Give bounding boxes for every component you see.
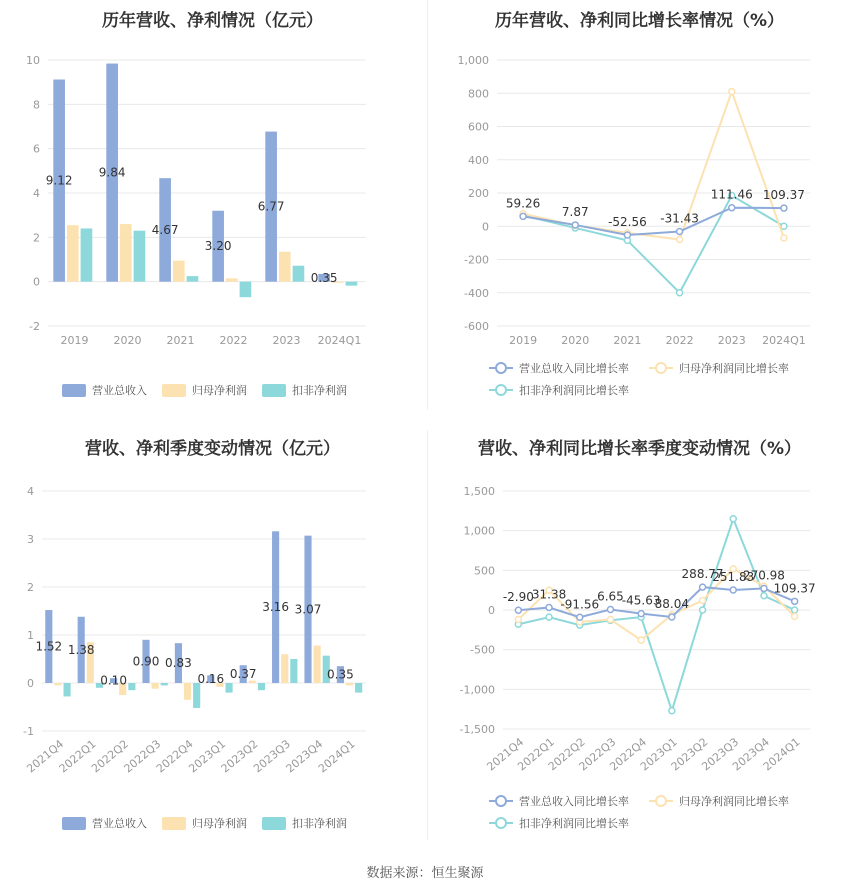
data-point <box>792 598 798 604</box>
legend-swatch <box>62 384 86 397</box>
x-tick-label: 2022Q3 <box>576 735 619 774</box>
bar <box>258 683 265 690</box>
bar <box>314 646 321 683</box>
y-tick-label: 4 <box>27 485 34 498</box>
data-point <box>515 607 521 613</box>
y-tick-label: -200 <box>464 253 489 267</box>
bar <box>355 683 362 693</box>
data-point <box>577 614 583 620</box>
data-point <box>624 232 630 238</box>
x-tick-label: 2019 <box>60 334 89 347</box>
x-tick-label: 2023 <box>717 334 746 347</box>
y-tick-label: 200 <box>468 187 489 200</box>
data-point <box>677 237 683 243</box>
data-point <box>638 611 644 617</box>
data-label: 0.10 <box>100 673 127 688</box>
y-tick-label: 0 <box>488 604 495 617</box>
data-point <box>729 205 735 211</box>
data-label: 0.90 <box>132 654 160 669</box>
y-tick-label: 6 <box>33 142 40 156</box>
panel-quarterly-growth <box>427 428 850 858</box>
legend-label: 扣非净利润同比增长率 <box>519 817 629 830</box>
legend-label: 扣非净利润 <box>292 384 347 397</box>
x-tick-label: 2022Q1 <box>515 735 557 774</box>
y-tick-label: -400 <box>464 286 489 300</box>
data-label: 0.16 <box>197 672 225 687</box>
y-tick-label: -1,500 <box>459 723 495 736</box>
data-label: 31.38 <box>531 587 567 602</box>
x-tick-label: 2023Q2 <box>218 737 261 776</box>
legend-swatch <box>262 817 286 830</box>
y-tick-label: 600 <box>468 120 489 134</box>
bar <box>281 654 288 683</box>
bar <box>225 683 232 693</box>
x-tick-label: 2023Q4 <box>283 737 326 776</box>
legend-marker <box>656 796 666 806</box>
x-tick-label: 2023Q4 <box>730 735 772 774</box>
panel-annual-growth <box>427 0 850 430</box>
data-point <box>546 605 552 611</box>
y-tick-label: -500 <box>470 643 495 657</box>
bar <box>226 278 238 281</box>
y-tick-label: -1 <box>23 725 34 738</box>
bar <box>187 276 199 282</box>
x-tick-label: 2022Q3 <box>121 737 164 776</box>
x-tick-label: 2023Q3 <box>251 737 293 776</box>
data-point <box>729 89 735 95</box>
x-tick-label: 2021 <box>166 334 195 347</box>
data-label: 0.83 <box>165 656 192 671</box>
x-tick-label: 2019 <box>509 334 538 347</box>
data-point <box>730 587 736 593</box>
y-tick-label: 1,000 <box>457 54 489 67</box>
legend-swatch <box>162 384 186 397</box>
y-tick-label: -2 <box>29 320 40 333</box>
data-point <box>700 584 706 590</box>
x-tick-label: 2022Q2 <box>89 737 131 776</box>
legend-marker <box>496 385 506 395</box>
quarterly-bar-chart <box>0 428 425 848</box>
x-tick-label: 2021Q4 <box>484 735 527 774</box>
x-tick-label: 2023Q1 <box>186 737 229 776</box>
data-label: -91.56 <box>560 597 600 612</box>
data-point <box>638 637 644 643</box>
bar <box>161 683 168 685</box>
data-label: 9.12 <box>45 173 73 188</box>
x-tick-label: 2022Q4 <box>153 737 196 776</box>
y-tick-label: 400 <box>468 153 489 167</box>
bar <box>81 228 93 281</box>
legend-label: 归母净利润同比增长率 <box>679 795 789 808</box>
data-point <box>677 228 683 234</box>
x-tick-label: 2024Q1 <box>762 334 806 347</box>
data-label: 111.46 <box>710 187 753 202</box>
data-label: 7.87 <box>561 204 589 219</box>
data-point <box>781 223 787 229</box>
bar <box>67 225 79 282</box>
y-tick-label: 0 <box>33 275 40 289</box>
legend-marker <box>496 796 506 806</box>
data-label: 4.67 <box>151 222 179 237</box>
chart-title: 营收、净利季度变动情况（亿元） <box>85 439 340 459</box>
annual-bar-chart <box>0 0 425 410</box>
y-tick-label: 1,500 <box>463 485 495 498</box>
data-label: 109.37 <box>773 581 816 596</box>
legend-label: 归母净利润 <box>192 817 247 830</box>
legend-label: 归母净利润 <box>192 384 247 397</box>
panel-annual-revenue-profit <box>0 0 425 430</box>
data-label: 88.04 <box>654 596 690 611</box>
x-tick-label: 2022 <box>665 334 694 347</box>
legend-label: 营业总收入同比增长率 <box>519 362 629 375</box>
data-point <box>781 205 787 211</box>
data-point <box>781 235 787 241</box>
legend-label: 营业总收入同比增长率 <box>519 795 629 808</box>
y-tick-label: 0 <box>27 677 34 690</box>
quarterly-growth-line-chart <box>427 428 850 848</box>
data-label: 3.07 <box>294 602 322 617</box>
y-tick-label: -600 <box>464 320 489 333</box>
legend-label: 扣非净利润同比增长率 <box>519 384 629 397</box>
data-point <box>730 516 736 522</box>
bar <box>63 683 70 696</box>
y-tick-label: 500 <box>474 564 495 578</box>
legend-label: 营业总收入 <box>92 817 147 830</box>
data-point <box>607 617 613 623</box>
data-label: 9.84 <box>98 165 126 180</box>
data-label: 3.16 <box>262 600 289 615</box>
data-label: 1.38 <box>67 642 95 657</box>
legend-marker <box>496 818 506 828</box>
data-point <box>669 614 675 620</box>
legend-swatch <box>62 817 86 830</box>
bar <box>134 231 146 282</box>
data-label: 3.20 <box>204 239 232 254</box>
bar <box>173 261 185 282</box>
data-label: -31.43 <box>660 211 699 226</box>
legend-label: 扣非净利润 <box>292 817 347 830</box>
data-label: 251.83 <box>712 570 755 585</box>
annual-growth-line-chart <box>427 0 850 410</box>
x-tick-label: 2021Q4 <box>24 737 67 776</box>
data-point <box>677 290 683 296</box>
data-label: 59.26 <box>505 196 541 211</box>
x-tick-label: 2022 <box>219 334 248 347</box>
data-point <box>669 708 675 714</box>
data-label: 6.77 <box>257 199 285 214</box>
legend-swatch <box>162 817 186 830</box>
legend-label: 营业总收入 <box>92 384 147 397</box>
x-tick-label: 2024Q1 <box>760 735 803 774</box>
chart-title: 历年营收、净利情况（亿元） <box>102 11 323 31</box>
bar <box>240 282 252 298</box>
data-label: 0.35 <box>327 667 354 682</box>
bar <box>346 282 358 286</box>
chart-title: 历年营收、净利同比增长率情况（%） <box>494 11 785 31</box>
data-label: -52.56 <box>608 214 647 229</box>
y-tick-label: 10 <box>26 54 40 67</box>
x-tick-label: 2023Q2 <box>668 735 711 774</box>
y-tick-label: 1 <box>27 629 34 642</box>
data-label: 0.37 <box>229 667 257 682</box>
data-point <box>792 607 798 613</box>
panel-quarterly-revenue-profit <box>0 428 425 858</box>
data-label: 0.35 <box>310 270 338 285</box>
chart-title: 营收、净利同比增长率季度变动情况（%） <box>477 439 802 459</box>
data-label: 288.77 <box>681 567 724 582</box>
data-source-note: 数据来源：恒生聚源 <box>366 866 484 881</box>
data-point <box>572 222 578 228</box>
x-tick-label: 2021 <box>613 334 642 347</box>
x-tick-label: 2023Q1 <box>637 735 680 774</box>
data-label: 6.65 <box>597 589 624 604</box>
data-point <box>520 213 526 219</box>
bar <box>152 683 159 689</box>
legend-label: 归母净利润同比增长率 <box>679 362 789 375</box>
x-tick-label: 2022Q1 <box>56 737 99 776</box>
data-label: 109.37 <box>762 188 805 203</box>
bar <box>184 683 191 700</box>
bar <box>279 252 291 282</box>
y-tick-label: 0 <box>482 220 489 234</box>
bar <box>54 683 61 685</box>
data-point <box>700 607 706 613</box>
y-tick-label: 800 <box>468 87 489 101</box>
bar <box>290 659 297 683</box>
data-point <box>515 617 521 623</box>
y-tick-label: 2 <box>27 581 34 594</box>
data-point <box>761 593 767 599</box>
bar <box>128 683 135 690</box>
x-tick-label: 2024Q1 <box>315 737 358 776</box>
x-tick-label: 2022Q2 <box>545 735 588 774</box>
y-tick-label: 8 <box>33 98 40 112</box>
data-point <box>700 597 706 603</box>
y-tick-label: 3 <box>27 533 34 546</box>
y-tick-label: 4 <box>33 187 40 200</box>
x-tick-label: 2023 <box>272 334 301 347</box>
x-tick-label: 2024Q1 <box>317 334 362 347</box>
bar <box>346 683 353 685</box>
x-tick-label: 2022Q4 <box>607 735 650 774</box>
legend-marker <box>656 363 666 373</box>
y-tick-label: 2 <box>33 231 40 245</box>
data-label: -45.63 <box>621 593 661 608</box>
bar <box>120 224 132 282</box>
data-point <box>546 614 552 620</box>
y-tick-label: 1,000 <box>463 524 495 538</box>
data-point <box>607 606 613 612</box>
data-point <box>761 586 767 592</box>
data-point <box>792 613 798 619</box>
legend-marker <box>496 363 506 373</box>
data-label: 270.98 <box>742 568 785 583</box>
x-tick-label: 2020 <box>113 334 142 347</box>
bar <box>193 683 200 708</box>
data-label: 1.52 <box>35 639 63 654</box>
data-label: -2.90 <box>502 590 534 605</box>
legend-swatch <box>262 384 286 397</box>
bar <box>293 266 305 282</box>
x-tick-label: 2023Q3 <box>699 735 742 774</box>
x-tick-label: 2020 <box>561 334 590 347</box>
y-tick-label: -1,000 <box>459 683 495 697</box>
